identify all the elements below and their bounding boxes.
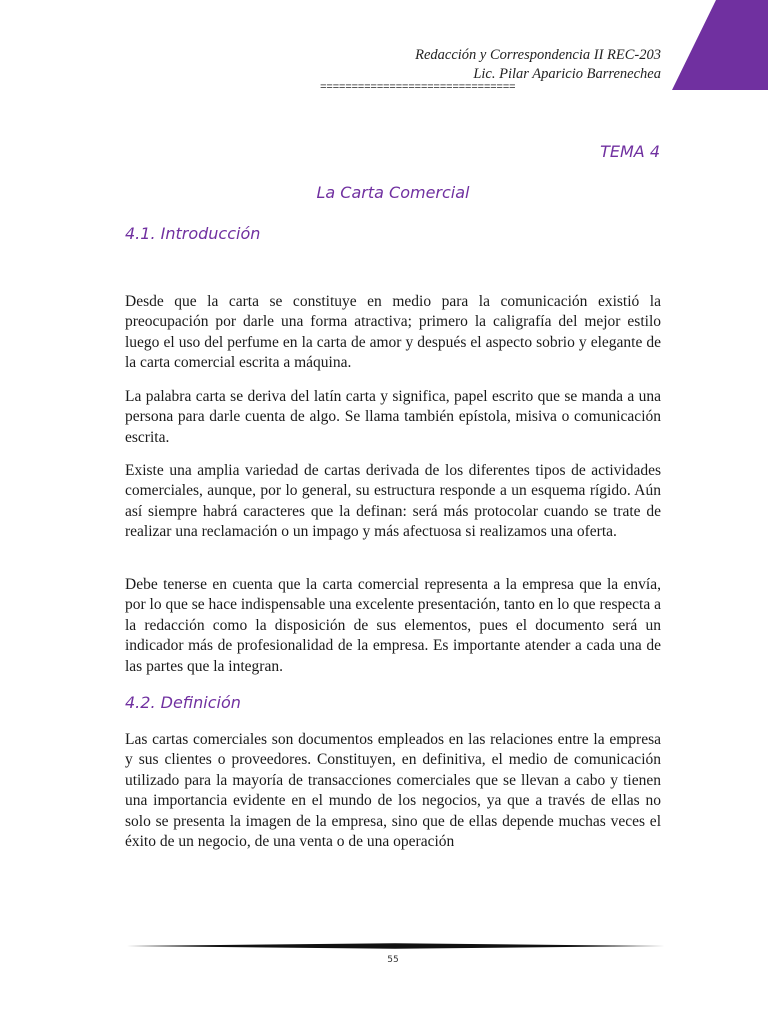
paragraph: La palabra carta se deriva del latín carta y significa, papel escrito que se manda a una persona para darle cuenta de algo. Se llama también epístola, misiva o comunicación escrita.: [125, 388, 661, 446]
corner-triangle-decoration: [672, 0, 768, 90]
tema-label: TEMA 4: [600, 142, 660, 161]
header-course: Redacción y Correspondencia II REC-203: [415, 47, 661, 63]
footer-rule: [125, 942, 665, 950]
header-author: Lic. Pilar Aparicio Barrenechea: [473, 66, 661, 82]
section-heading-definicion: 4.2. Definición: [125, 693, 241, 712]
section-heading-introduccion: 4.1. Introducción: [125, 224, 261, 243]
page-header: [415, 46, 661, 84]
header-rule: ===============================: [320, 82, 516, 94]
page-number: 55: [387, 955, 399, 965]
paragraph: Existe una amplia variedad de cartas derivada de los diferentes tipos de actividades comerciales, aunque, por lo general, su estructura responde a un esquema rígido. Aún así siempre habrá caracteres que la definan: será más protocolar cuando se trate de realizar una reclamación o un impago y más afectuosa si realizamos una oferta.: [125, 462, 661, 541]
paragraph: Desde que la carta se constituye en medio para la comunicación existió la preocupación por darle una forma atractiva; primero la caligrafía del mejor estilo luego el uso del perfume en la carta de amor y después el aspecto sobrio y elegante de la carta comercial escrita a máquina.: [125, 293, 661, 372]
document-title: La Carta Comercial: [316, 183, 470, 202]
paragraph: Las cartas comerciales son documentos empleados en las relaciones entre la empresa y sus clientes o proveedores. Constituyen, en definitiva, el medio de comunicación utilizado para la mayoría de transacciones comerciales que se llevan a cabo y tienen una importancia evidente en el mundo de los negocios, ya que a través de ellas no solo se presenta la imagen de la empresa, sino que de ellas depende muchas veces el éxito de un negocio, de una venta o de una operación: [125, 731, 661, 851]
paragraph: Debe tenerse en cuenta que la carta comercial representa a la empresa que la envía, por lo que se hace indispensable una excelente presentación, tanto en lo que respecta a la redacción como la disposición de sus elementos, pues el documento será un indicador más de profesionalidad de la empresa. Es importante atender a cada una de las partes que la integran.: [125, 576, 661, 675]
